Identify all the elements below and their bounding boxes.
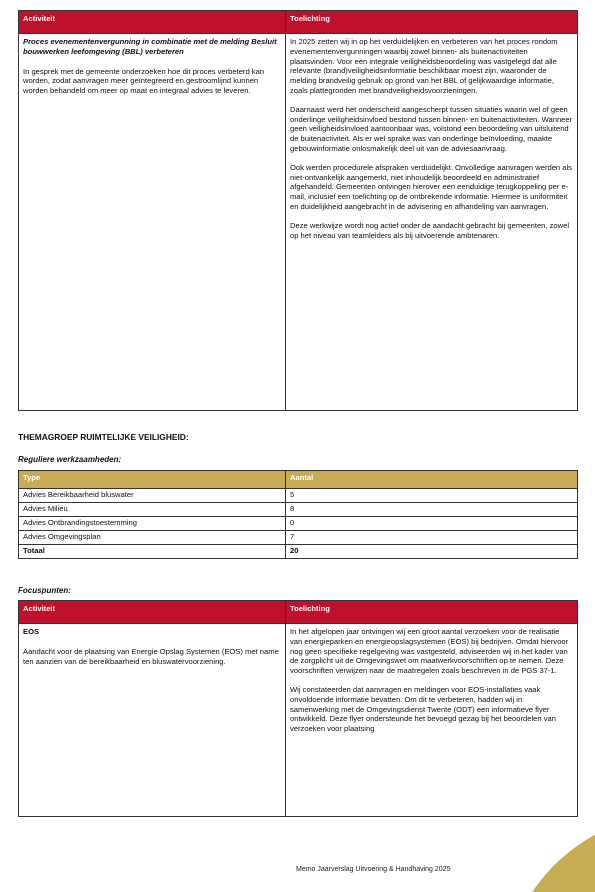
explanation-paragraph: Ook werden procedurele afspraken verduidelijkt. Onvolledige aanvragen werden als niet-ontvankelijk aangemerkt, niet inhoudelijk beoordeeld en administratief afgehandeld. Gemeenten ontvingen hierover een eenduidige terugkoppeling per e-mail, inclusief een toelichting op de ontbrekende informatie. Hiermee is uniformiteit en duidelijkheid aangebracht in de advisering en afhandeling van aanvragen.	[290, 162, 572, 211]
explanation-paragraph: Wij constateerden dat aanvragen en meldingen voor EOS-installaties vaak onvoldoende informatie bevatten. Om dit te verbeteren, hadden wij in samenwerking met de Omgevingsdienst Twente (ODT) een informatieve flyer ontwikkeld. Deze flyer ondersteunde het bevoegd gezag bij het beoordelen van verzoeken voor plaatsing	[290, 684, 556, 734]
total-value: 20	[286, 545, 578, 559]
total-row	[19, 545, 578, 559]
explanation-paragraph: In 2025 zetten wij in op het verduidelijken en verbeteren van het proces rondom evenementenvergunningen waarbij zowel binnen- als buitenactiviteiten plaatsvinden. Voor een integrale veiligheidsbeoordeling was vastgelegd dat alle relevante (brand)veiligheidsinformatie beschikbaar moest zijn, waaronder de melding brandveilig gebruik op grond van het BBL of gelijkwaardige informatie, zoals plattegronden met brandveiligheidsvoorzieningen.	[290, 37, 558, 95]
column-header-activiteit: Activiteit	[19, 601, 286, 624]
page-number: 5	[562, 842, 567, 851]
regular-work-table	[18, 470, 578, 559]
row-type: Advies Omgevingsplan	[19, 531, 286, 545]
explanation-paragraph: Daarnaast werd het onderscheid aangescherpt tussen situaties waarin wel of geen onderlinge veiligheidsinvloed bestond tussen binnen- en buitenactiviteiten. Wanneer geen veiligheidsinvloed aantoonbaar was, volstond een beoordeling van uitsluitend de buitenactiviteit. Als er wel sprake was van onderlinge beïnvloeding, maakte gebouwinformatie onlosmakelijk deel uit van de adviesaanvraag.	[290, 104, 573, 153]
column-header-activiteit: Activiteit	[19, 11, 286, 34]
activity-cell	[19, 34, 286, 411]
activity-title: Proces evenementenvergunning in combinatie met de melding Besluit bouwwerken leefomgeving (BBL) verbeteren	[23, 37, 277, 56]
row-count: 8	[286, 503, 578, 517]
column-header-type: Type	[19, 471, 286, 489]
activity-cell	[19, 624, 286, 817]
footer-title: Memo Jaarverslag Uitvoering & Handhaving 2025	[296, 866, 451, 873]
activity-description: In gesprek met de gemeente onderzoeken hoe dit proces verbeterd kan worden, zodat aanvragen meer geïntegreerd en gestroomlijnd kunnen worden behandeld om meer op maat en integraal advies te leveren.	[23, 66, 265, 96]
row-type: Advies Milieu	[19, 503, 286, 517]
activity-title: EOS	[23, 627, 40, 636]
row-count: 0	[286, 517, 578, 531]
table-row	[19, 489, 578, 503]
table-row	[19, 503, 578, 517]
column-header-aantal: Aantal	[286, 471, 578, 489]
column-header-toelichting: Toelichting	[286, 11, 578, 34]
activity-table-evenementen	[18, 10, 578, 411]
total-label: Totaal	[19, 545, 286, 559]
explanation-paragraph: Deze werkwijze wordt nog actief onder de aandacht gebracht bij gemeenten, zowel op het niveau van teamleiders als bij uitvoerende ambtenaren.	[290, 220, 570, 240]
row-count: 5	[286, 489, 578, 503]
corner-accent-shape	[505, 812, 595, 892]
explanation-cell	[286, 624, 578, 817]
explanation-cell	[286, 34, 578, 411]
table-row	[19, 517, 578, 531]
row-type: Advies Bereikbaarheid bluswater	[19, 489, 286, 503]
activity-description: Aandacht voor de plaatsing van Energie Opslag Systemen (EOS) met name ten aanzien van de bereikbaarheid en bluswatervoorziening.	[23, 646, 279, 666]
explanation-paragraph: In het afgelopen jaar ontvingen wij een groot aantal verzoeken voor de realisatie van energieparken en energieopslagsystemen (EOS) bij bedrijven. Omdat hiervoor nog geen specifieke regelgeving was vastgesteld, adviseerden wij in het kader van de zorgplicht uit de Omgevingswet om maatwerkvoorschriften op te nemen. Deze voorschriften verwijzen naar de maatregelen zoals beschreven in de PGS 37-1.	[290, 627, 569, 676]
section-heading: THEMAGROEP RUIMTELIJKE VEILIGHEID:	[18, 432, 189, 442]
focus-points-table	[18, 600, 578, 817]
row-type: Advies Ontbrandingstoestemming	[19, 517, 286, 531]
row-count: 7	[286, 531, 578, 545]
regular-work-heading: Reguliere werkzaamheden:	[18, 455, 122, 464]
focus-points-heading: Focuspunten:	[18, 586, 71, 595]
table-row	[19, 531, 578, 545]
column-header-toelichting: Toelichting	[286, 601, 578, 624]
